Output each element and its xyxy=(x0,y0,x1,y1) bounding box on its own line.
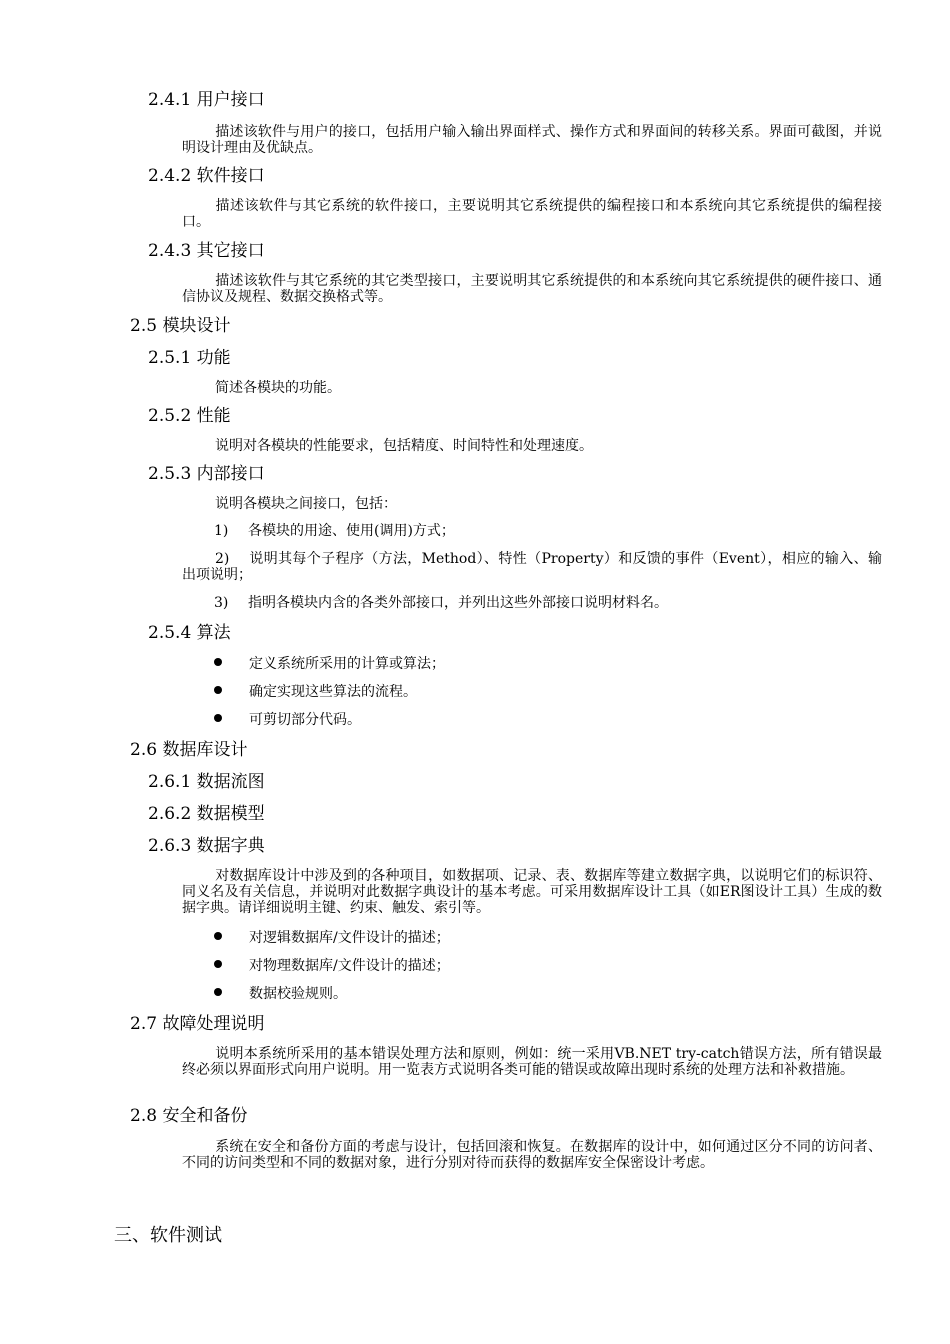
heading-2-5-2: 2.5.2 性能 xyxy=(148,406,231,426)
paragraph-text: 描述该软件与其它系统的软件接口，主要说明其它系统提供的编程接口和本系统向其它系统提供的编程接口。 xyxy=(182,198,882,230)
item-text: 各模块的用途、使用(调用)方式； xyxy=(248,523,455,539)
list-item xyxy=(214,656,445,672)
paragraph-2-6-3 xyxy=(182,868,882,916)
chapter-heading-3: 三、软件测试 xyxy=(114,1225,222,1246)
paragraph-text: 对数据库设计中涉及到的各种项目，如数据项、记录、表、数据库等建立数据字典，以说明它们的标识符、同义名及有关信息，并说明对此数据字典设计的基本考虑。可采用数据库设计工具（如ER图设计工具）生成的数据字典。请详细说明主键、约束、触发、索引等。 xyxy=(182,868,882,916)
heading-2-5-3: 2.5.3 内部接口 xyxy=(148,464,265,484)
paragraph-text: 说明对各模块的性能要求，包括精度、时间特性和处理速度。 xyxy=(215,438,593,454)
bullet-icon xyxy=(214,932,222,940)
item-text: 指明各模块内含的各类外部接口，并列出这些外部接口说明材料名。 xyxy=(248,595,668,611)
paragraph-2-8 xyxy=(182,1139,882,1171)
list-item xyxy=(214,523,455,539)
list-item xyxy=(182,551,882,583)
heading-2-6-1: 2.6.1 数据流图 xyxy=(148,772,265,792)
heading-2-8: 2.8 安全和备份 xyxy=(130,1106,248,1126)
heading-2-4-3: 2.4.3 其它接口 xyxy=(148,241,265,261)
paragraph-text: 说明本系统所采用的基本错误处理方法和原则，例如：统一采用VB.NET try-catch错误方法，所有错误最终必须以界面形式向用户说明。用一览表方式说明各类可能的错误或故障出现时系统的处理方法和补救措施。 xyxy=(182,1046,882,1078)
list-item xyxy=(214,958,450,974)
heading-2-7: 2.7 故障处理说明 xyxy=(130,1014,265,1034)
list-item xyxy=(214,684,417,700)
bullet-icon xyxy=(214,714,222,722)
heading-2-6-2: 2.6.2 数据模型 xyxy=(148,804,265,824)
paragraph-2-4-3 xyxy=(182,273,882,305)
paragraph-text: 简述各模块的功能。 xyxy=(215,380,341,396)
list-item xyxy=(214,986,347,1002)
bullet-icon xyxy=(214,658,222,666)
paragraph-text: 系统在安全和备份方面的考虑与设计，包括回滚和恢复。在数据库的设计中，如何通过区分不同的访问者、不同的访问类型和不同的数据对象，进行分别对待而获得的数据库安全保密设计考虑。 xyxy=(182,1139,882,1171)
bullet-text: 数据校验规则。 xyxy=(249,986,347,1002)
paragraph-text: 描述该软件与其它系统的其它类型接口，主要说明其它系统提供的和本系统向其它系统提供的硬件接口、通信协议及规程、数据交换格式等。 xyxy=(182,273,882,305)
list-item xyxy=(214,930,450,946)
paragraph-2-5-3 xyxy=(182,496,882,512)
bullet-icon xyxy=(214,960,222,968)
heading-2-6: 2.6 数据库设计 xyxy=(130,740,248,760)
heading-2-4-2: 2.4.2 软件接口 xyxy=(148,166,265,186)
heading-2-4-1: 2.4.1 用户接口 xyxy=(148,90,265,110)
bullet-text: 确定实现这些算法的流程。 xyxy=(249,684,417,700)
heading-2-5: 2.5 模块设计 xyxy=(130,316,231,336)
paragraph-2-4-1 xyxy=(182,124,882,156)
item-text: 说明其每个子程序（方法，Method）、特性（Property）和反馈的事件（Event），相应的输入、输出项说明； xyxy=(182,551,882,583)
paragraph-text: 说明各模块之间接口，包括： xyxy=(215,496,397,512)
heading-2-5-1: 2.5.1 功能 xyxy=(148,348,231,368)
list-item xyxy=(214,595,668,611)
list-item xyxy=(214,712,361,728)
bullet-text: 对逻辑数据库/文件设计的描述； xyxy=(249,930,450,946)
paragraph-2-7 xyxy=(182,1046,882,1078)
bullet-icon xyxy=(214,988,222,996)
bullet-text: 可剪切部分代码。 xyxy=(249,712,361,728)
item-number: 2) xyxy=(215,551,230,567)
bullet-icon xyxy=(214,686,222,694)
heading-2-5-4: 2.5.4 算法 xyxy=(148,623,231,643)
paragraph-text: 描述该软件与用户的接口，包括用户输入输出界面样式、操作方式和界面间的转移关系。界面可截图，并说明设计理由及优缺点。 xyxy=(182,124,882,156)
item-number: 3) xyxy=(214,595,229,611)
bullet-text: 定义系统所采用的计算或算法； xyxy=(249,656,445,672)
paragraph-2-5-1 xyxy=(182,380,882,396)
heading-2-6-3: 2.6.3 数据字典 xyxy=(148,836,265,856)
item-number: 1) xyxy=(214,523,229,539)
bullet-text: 对物理数据库/文件设计的描述； xyxy=(249,958,450,974)
paragraph-2-5-2 xyxy=(182,438,882,454)
paragraph-2-4-2 xyxy=(182,198,882,230)
